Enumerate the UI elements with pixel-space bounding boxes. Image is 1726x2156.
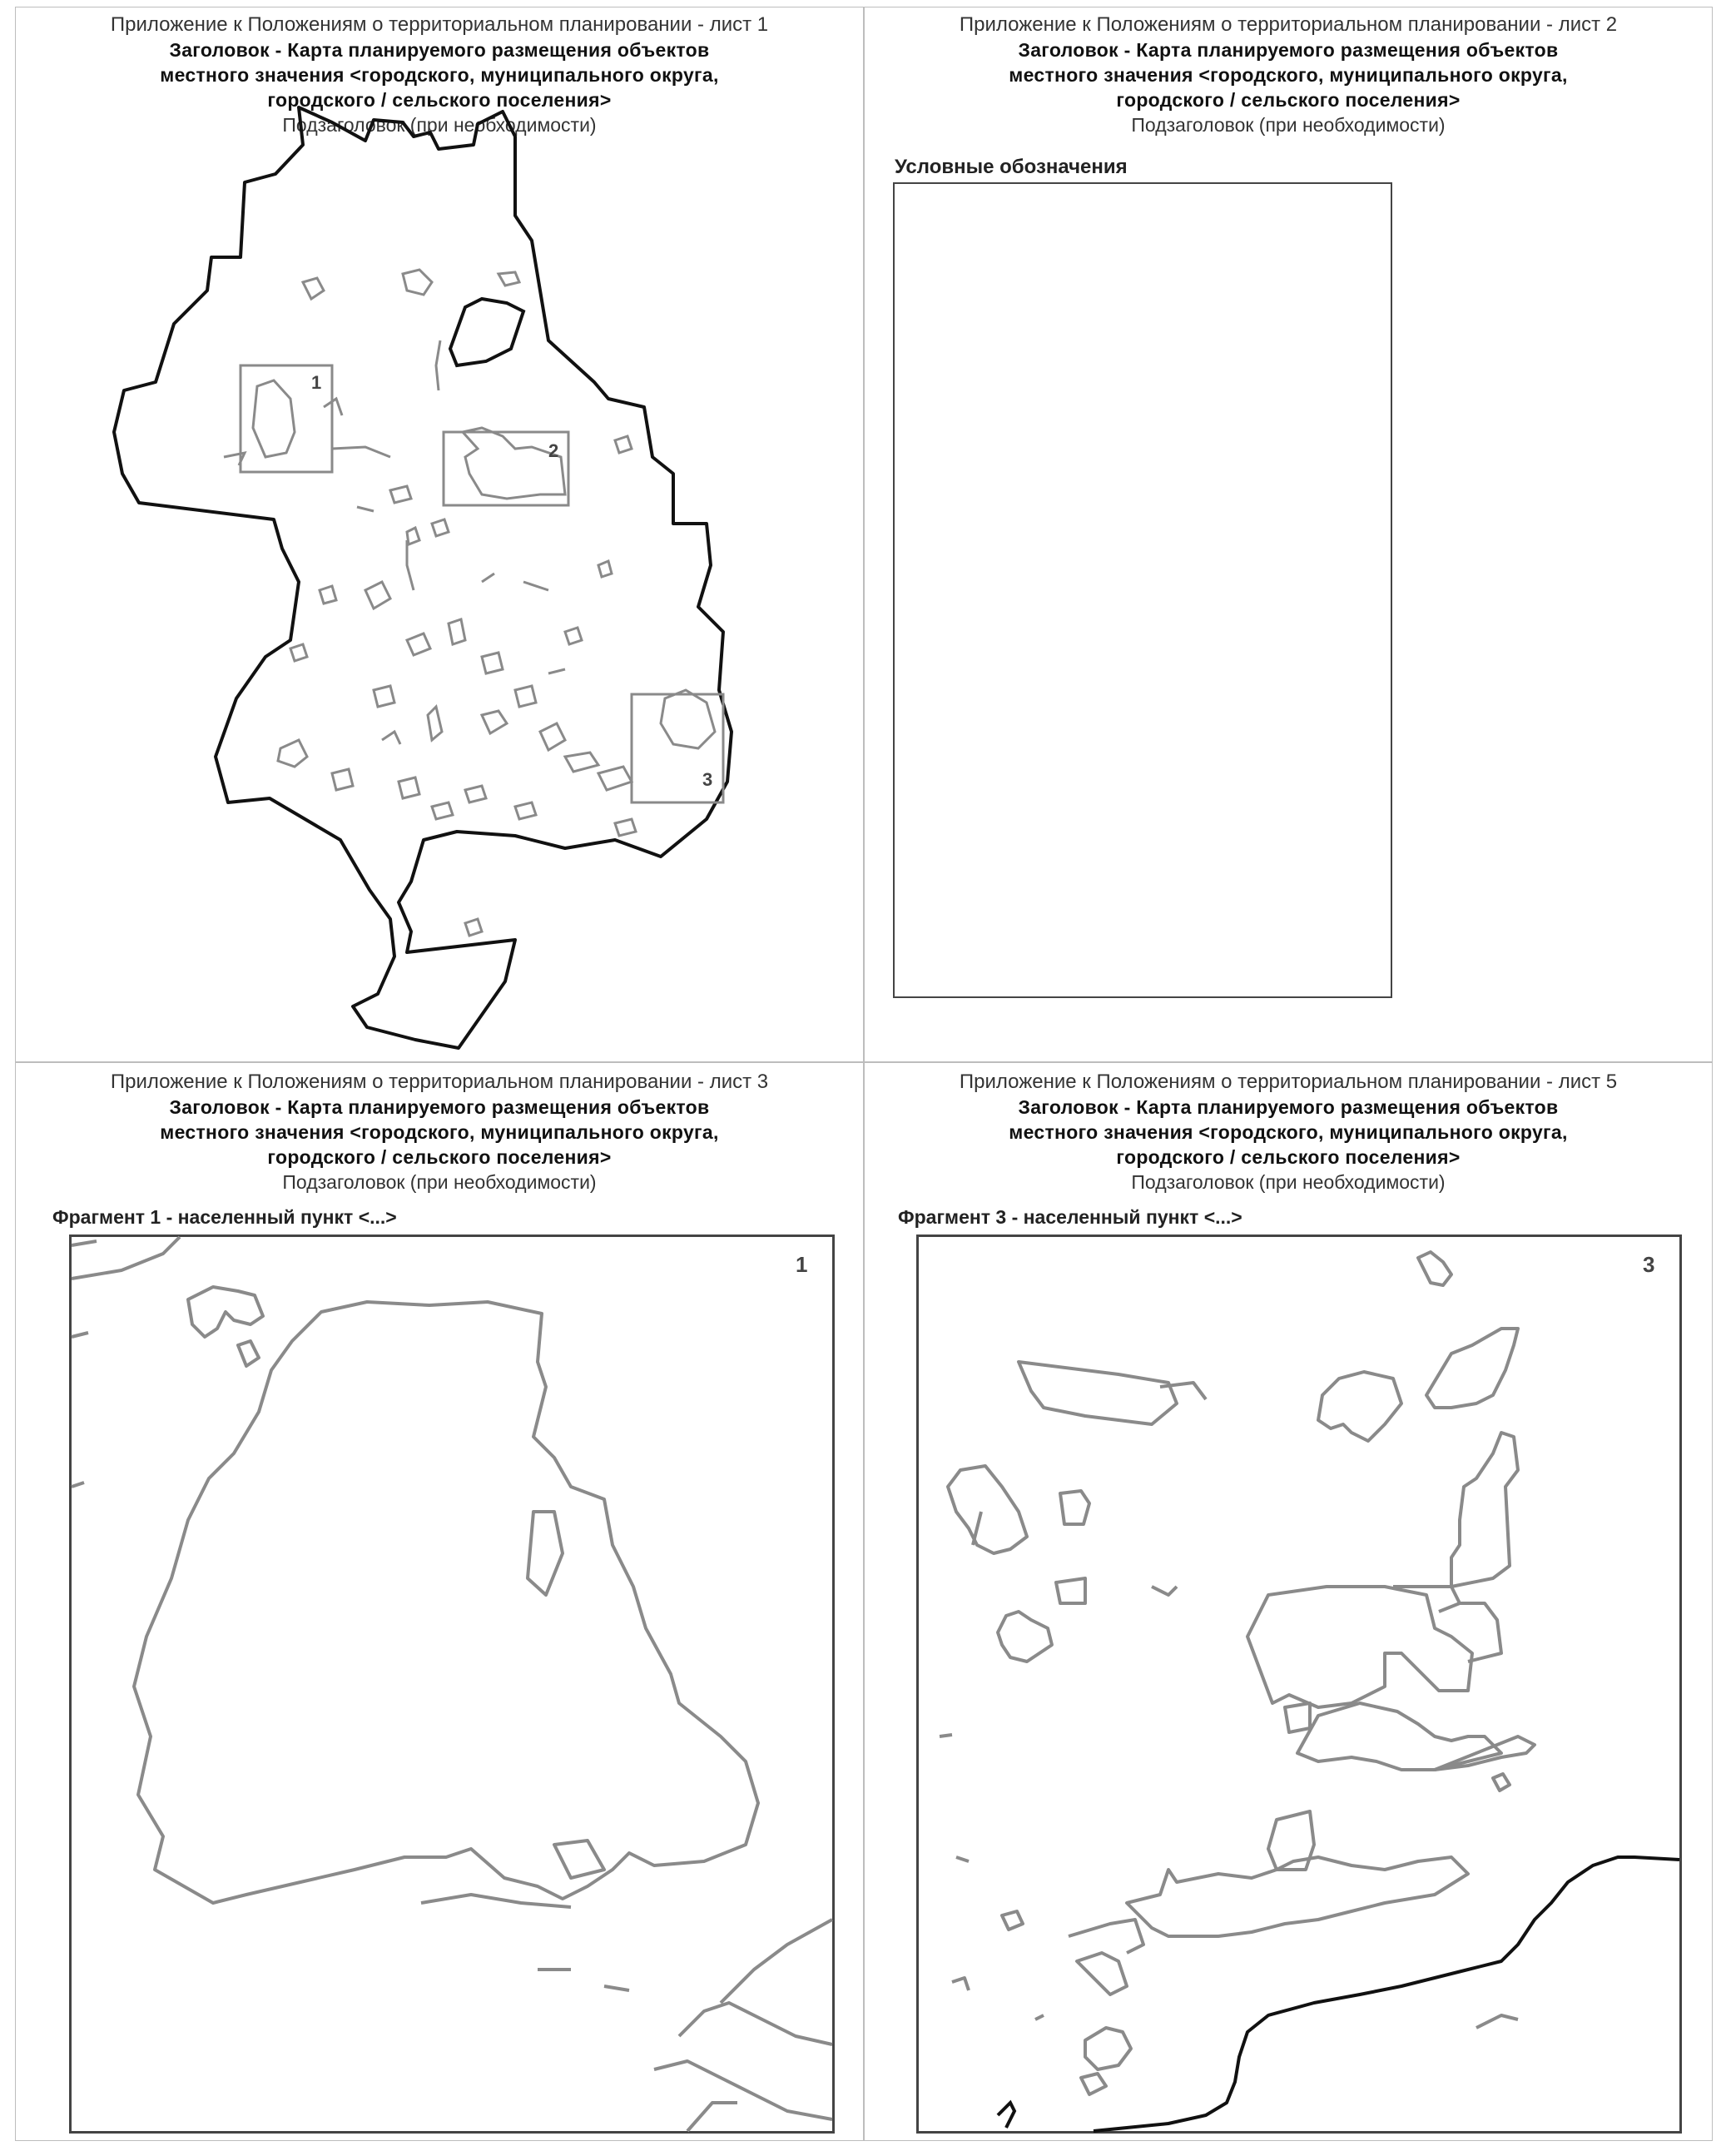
sheet-title-line: местного значения <городского, муниципального округа, <box>160 1121 719 1143</box>
fragment-3-map <box>919 1237 1679 2131</box>
fragment-label: Фрагмент 3 - населенный пункт <...> <box>898 1206 1242 1228</box>
sheet-annex-title: Приложение к Положениям о территориальном планировании - лист 1 <box>110 13 769 36</box>
territory-boundary <box>114 107 732 1048</box>
sheet-annex-title: Приложение к Положениям о территориальном планировании - лист 3 <box>110 1071 769 1093</box>
fragment-number: 1 <box>796 1252 808 1277</box>
fragment-map-frame <box>69 1234 835 2134</box>
sheet-1 <box>15 7 864 1062</box>
inset-number-1: 1 <box>311 372 322 393</box>
sheet-title-line: Заголовок - Карта планируемого размещения объектов <box>169 39 710 61</box>
fragment-number: 3 <box>1643 1252 1655 1277</box>
sheet-title-line: Заголовок - Карта планируемого размещения объектов <box>1018 1096 1559 1118</box>
legend-box <box>893 182 1392 998</box>
sheet-title-line: местного значения <городского, муниципального округа, <box>160 64 719 86</box>
overview-map <box>16 7 864 1062</box>
sheet-title-line: Заголовок - Карта планируемого размещения объектов <box>169 1096 710 1118</box>
sheet-subtitle: Подзаголовок (при необходимости) <box>282 114 597 136</box>
sheet-3 <box>15 1062 864 2141</box>
sheet-2-header <box>865 12 1712 137</box>
sheet-title-line: местного значения <городского, муниципального округа, <box>1009 1121 1568 1143</box>
sheet-subtitle: Подзаголовок (при необходимости) <box>1131 114 1446 136</box>
legend-title: Условные обозначения <box>895 156 1128 178</box>
territory-boundary <box>1094 1857 1679 2131</box>
fragment-1-map <box>72 1237 832 2131</box>
sheet-2 <box>864 7 1713 1062</box>
inset-number-2: 2 <box>548 440 559 461</box>
sheet-subtitle: Подзаголовок (при необходимости) <box>1131 1171 1446 1193</box>
sheet-4-header <box>865 1070 1712 1195</box>
sheet-3-header <box>16 1070 863 1195</box>
sheet-title-line: местного значения <городского, муниципального округа, <box>1009 64 1568 86</box>
settlement-polygon <box>450 299 523 365</box>
sheet-title-line: Заголовок - Карта планируемого размещения объектов <box>1018 39 1559 61</box>
inset-number-3: 3 <box>702 769 713 790</box>
sheet-title-line: городского / сельского поселения> <box>267 1146 612 1168</box>
sheet-title-line: городского / сельского поселения> <box>1116 89 1461 111</box>
fragment-map-frame <box>916 1234 1682 2134</box>
settlement-polygons <box>224 270 715 936</box>
sheet-annex-title: Приложение к Положениям о территориальном планировании - лист 5 <box>959 1071 1618 1093</box>
fragment-label: Фрагмент 1 - населенный пункт <...> <box>52 1206 397 1228</box>
sheet-4 <box>864 1062 1713 2141</box>
sheet-annex-title: Приложение к Положениям о территориальном планировании - лист 2 <box>959 13 1618 36</box>
settlement-boundary <box>134 1302 758 1903</box>
sheet-title-line: городского / сельского поселения> <box>267 89 612 111</box>
sheet-subtitle: Подзаголовок (при необходимости) <box>282 1171 597 1193</box>
sheet-title-line: городского / сельского поселения> <box>1116 1146 1461 1168</box>
inset-frames <box>241 365 723 802</box>
